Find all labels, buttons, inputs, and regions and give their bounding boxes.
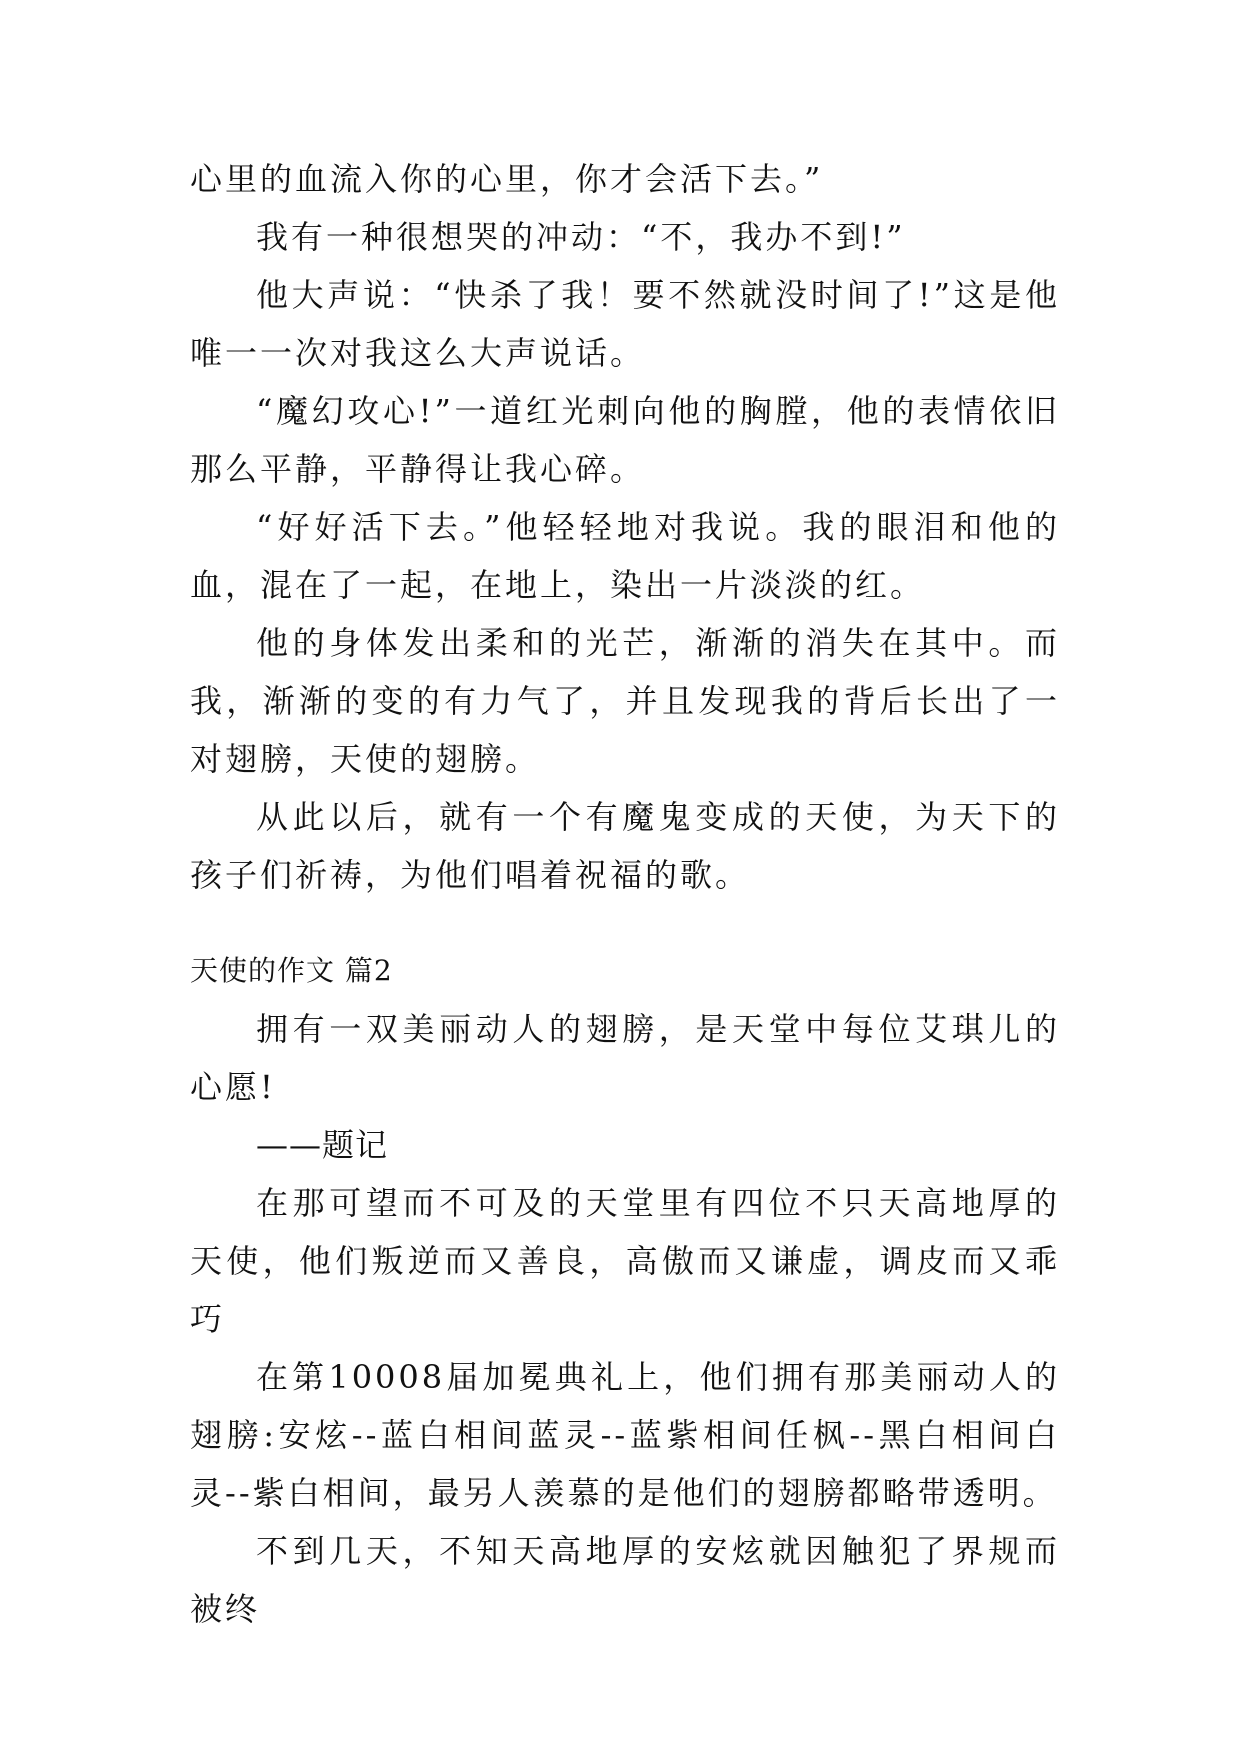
paragraph: 不到几天，不知天高地厚的安炫就因触犯了界规而被终: [190, 1532, 1060, 1628]
paragraph: 在那可望而不可及的天堂里有四位不只天高地厚的天使，他们叛逆而又善良，高傲而又谦虚，调皮而又乖巧: [190, 1184, 1060, 1338]
paragraph: 在第10008届加冕典礼上，他们拥有那美丽动人的翅膀:安炫--蓝白相间蓝灵--蓝紫相间任枫--黑白相间白灵--紫白相间，最另人羡慕的是他们的翅膀都略带透明。: [190, 1358, 1060, 1512]
epigraph-attribution: ——题记: [256, 1126, 389, 1164]
paragraph: “好好活下去。”他轻轻地对我说。我的眼泪和他的血，混在了一起，在地上，染出一片淡淡的红。: [190, 508, 1060, 604]
section-spacer: [190, 904, 1060, 942]
paragraph: 拥有一双美丽动人的翅膀，是天堂中每位艾琪儿的心愿!: [190, 1010, 1060, 1106]
paragraph: 他的身体发出柔和的光芒，渐渐的消失在其中。而我，渐渐的变的有力气了，并且发现我的背后长出了一对翅膀，天使的翅膀。: [190, 624, 1060, 778]
paragraph: “魔幻攻心!”一道红光刺向他的胸膛，他的表情依旧那么平静，平静得让我心碎。: [190, 392, 1060, 488]
paragraph: 我有一种很想哭的冲动：“不，我办不到!”: [256, 218, 906, 256]
document-body: [190, 150, 1060, 1638]
paragraph-continuation: 心里的血流入你的心里，你才会活下去。”: [190, 160, 824, 198]
paragraph: 他大声说：“快杀了我！要不然就没时间了!”这是他唯一一次对我这么大声说话。: [190, 276, 1060, 372]
section-heading: 天使的作文 篇2: [190, 954, 393, 987]
paragraph: 从此以后，就有一个有魔鬼变成的天使，为天下的孩子们祈祷，为他们唱着祝福的歌。: [190, 798, 1060, 894]
